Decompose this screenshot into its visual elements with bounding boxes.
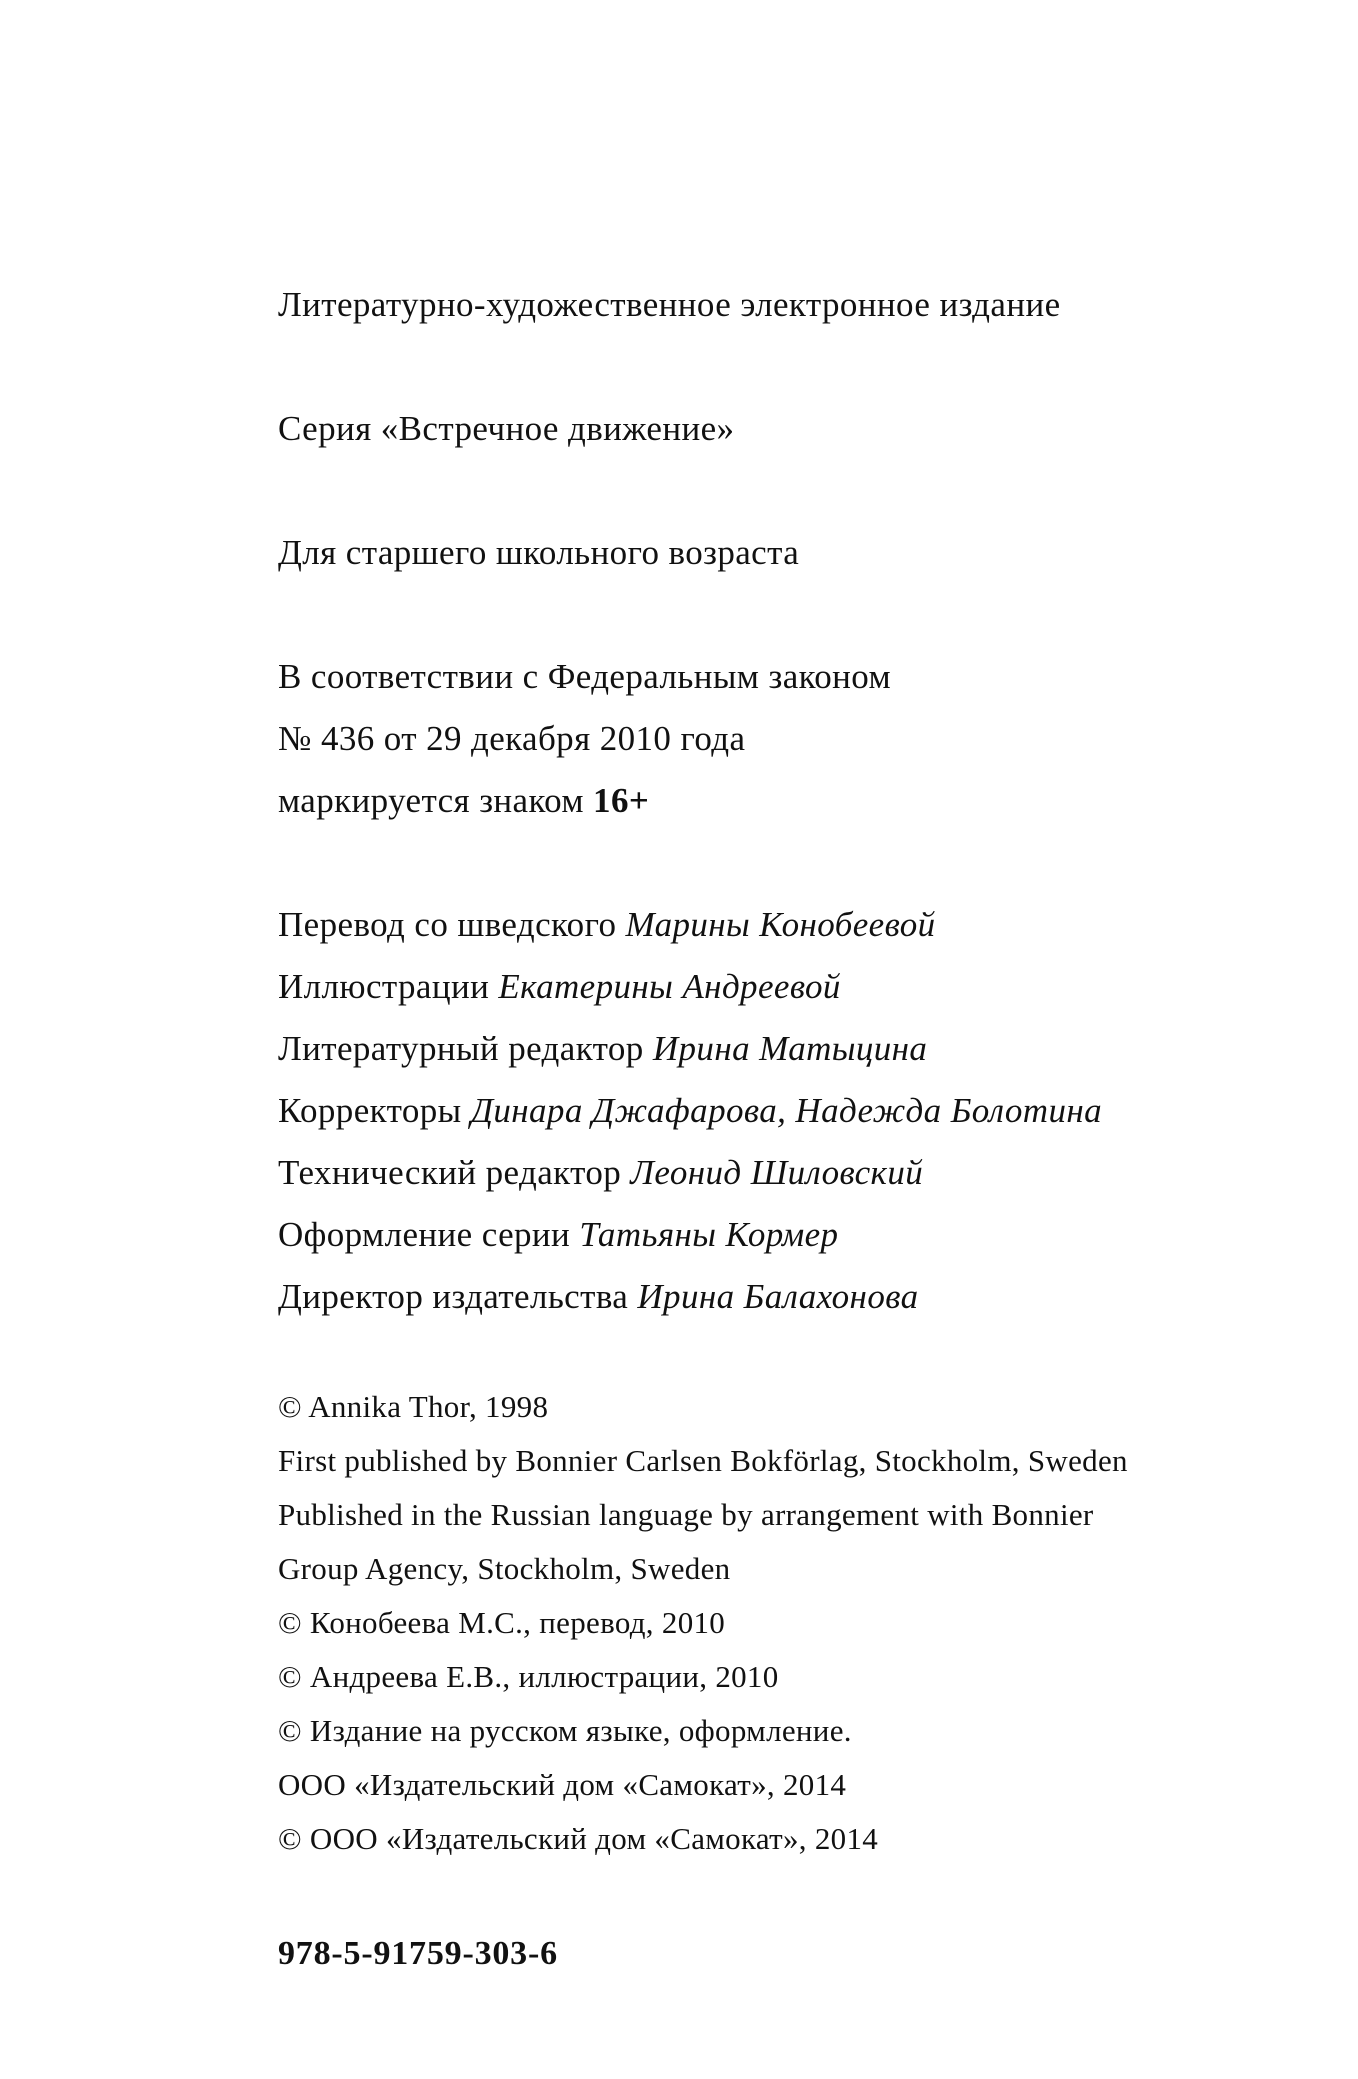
credit-literary-editor [278, 1028, 927, 1070]
isbn: 978-5-91759-303-6 [278, 1935, 558, 1972]
credit-role: Директор издательства [278, 1277, 638, 1316]
law-line-3-text: маркируется знаком [278, 781, 594, 820]
credit-name: Екатерины Андреевой [498, 967, 841, 1006]
copyright-line: Published in the Russian language by arrangement with Bonnier [278, 1497, 1094, 1532]
credit-translator [278, 904, 936, 946]
credit-role: Технический редактор [278, 1153, 631, 1192]
law-line-3 [278, 780, 649, 822]
credit-name: Татьяны Кормер [579, 1215, 839, 1254]
series-title: Серия «Встречное движение» [278, 409, 735, 448]
copyright-line: Group Agency, Stockholm, Sweden [278, 1551, 731, 1586]
credit-series-design [278, 1214, 838, 1256]
credit-name: Леонид Шиловский [630, 1153, 924, 1192]
age-recommendation: Для старшего школьного возраста [278, 533, 800, 572]
copyright-line: © Издание на русском языке, оформление. [278, 1713, 852, 1748]
credit-name: Марины Конобеевой [625, 905, 936, 944]
copyright-line: © Андреева Е.В., иллюстрации, 2010 [278, 1659, 779, 1694]
credit-name: Динара Джафарова, Надежда Болотина [470, 1091, 1103, 1130]
law-line-1: В соответствии с Федеральным законом [278, 657, 892, 696]
credit-name: Ирина Матыцина [652, 1029, 928, 1068]
copyright-line: © Конобеева М.С., перевод, 2010 [278, 1605, 726, 1640]
law-line-2: № 436 от 29 декабря 2010 года [278, 719, 746, 758]
edition-type: Литературно-художественное электронное издание [278, 285, 1061, 324]
age-rating-mark: 16+ [593, 781, 650, 820]
credit-role: Литературный редактор [278, 1029, 653, 1068]
credit-illustrator [278, 966, 841, 1008]
copyright-line: © Annika Thor, 1998 [278, 1389, 549, 1424]
credit-role: Корректоры [278, 1091, 471, 1130]
credit-role: Перевод со шведского [278, 905, 626, 944]
copyright-line: ООО «Издательский дом «Самокат», 2014 [278, 1767, 847, 1802]
credit-publishing-director [278, 1276, 918, 1318]
credit-proofreaders [278, 1090, 1102, 1132]
copyright-line: First published by Bonnier Carlsen Bokförlag, Stockholm, Sweden [278, 1443, 1128, 1478]
copyright-line: © ООО «Издательский дом «Самокат», 2014 [278, 1821, 879, 1856]
credit-name: Ирина Балахонова [637, 1277, 919, 1316]
credit-role: Оформление серии [278, 1215, 580, 1254]
credit-role: Иллюстрации [278, 967, 499, 1006]
credit-technical-editor [278, 1152, 923, 1194]
